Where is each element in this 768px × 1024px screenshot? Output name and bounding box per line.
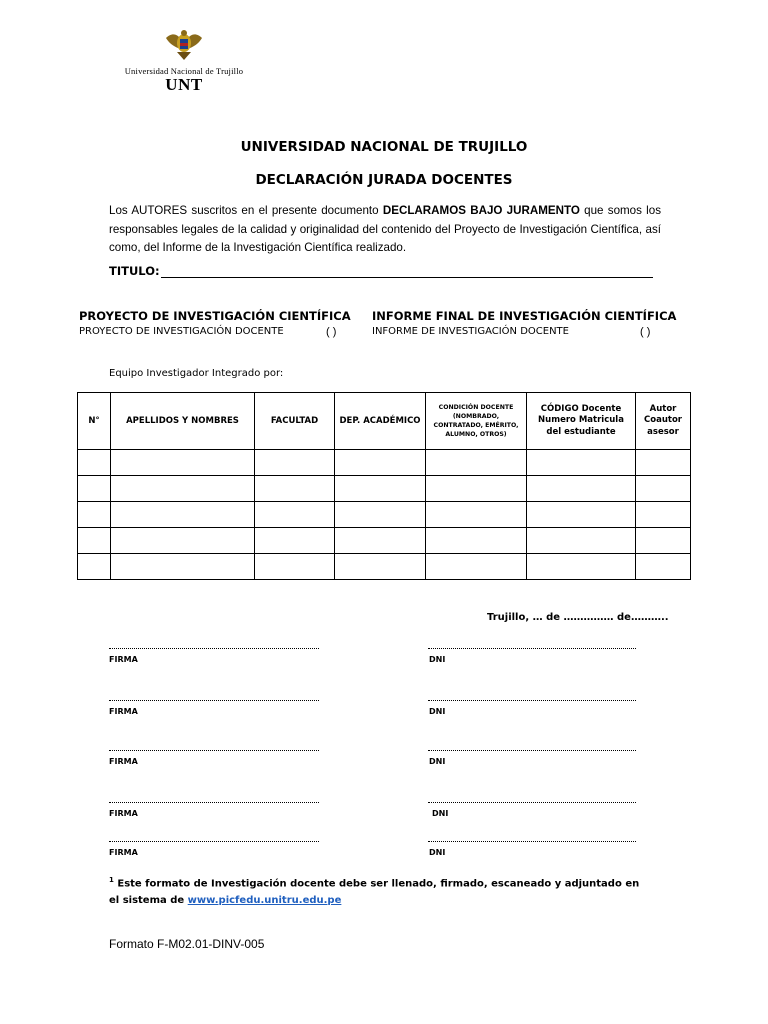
cell-role[interactable] — [636, 554, 691, 580]
cell-name[interactable] — [111, 528, 255, 554]
cell-department[interactable] — [335, 554, 426, 580]
header-faculty: FACULTAD — [255, 393, 335, 450]
cell-code[interactable] — [527, 450, 636, 476]
intro-bold-statement: DECLARAMOS BAJO JURAMENTO — [382, 204, 580, 217]
firma-line-3[interactable] — [109, 750, 319, 751]
table-row — [78, 450, 691, 476]
cell-code[interactable] — [527, 528, 636, 554]
cell-role[interactable] — [636, 450, 691, 476]
header-role-text: Autor Coautor asesor — [644, 403, 682, 437]
proyecto-docente-label: PROYECTO DE INVESTIGACIÓN DOCENTE — [79, 326, 284, 337]
firma-label-3: FIRMA — [109, 757, 138, 766]
footnote-text: Este formato de Investigación docente debe ser llenado, firmado, escaneado y adjuntado en el sistema de — [109, 878, 640, 906]
firma-label-1: FIRMA — [109, 655, 138, 664]
cell-condition[interactable] — [426, 554, 527, 580]
document-title: UNIVERSIDAD NACIONAL DE TRUJILLO — [240, 139, 528, 155]
header-condition-text: CONDICIÓN DOCENTE (NOMBRADO, CONTRATADO, EMÉRITO, ALUMNO, OTROS) — [433, 404, 519, 438]
proyecto-heading: PROYECTO DE INVESTIGACIÓN CIENTÍFICA — [79, 309, 351, 323]
cell-department[interactable] — [335, 502, 426, 528]
proyecto-checkbox[interactable]: ( ) — [326, 326, 337, 338]
dni-label-2: DNI — [429, 707, 446, 716]
header-name: APELLIDOS Y NOMBRES — [111, 393, 255, 450]
team-table — [77, 392, 691, 580]
informe-checkbox[interactable]: ( ) — [640, 326, 651, 338]
university-logo — [108, 28, 260, 94]
header-condition — [426, 393, 527, 450]
firma-label-4: FIRMA — [109, 809, 138, 818]
cell-name[interactable] — [111, 554, 255, 580]
informe-heading: INFORME FINAL DE INVESTIGACIÓN CIENTÍFICA — [372, 309, 677, 323]
dni-line-1[interactable] — [428, 648, 636, 649]
cell-role[interactable] — [636, 502, 691, 528]
cell-name[interactable] — [111, 450, 255, 476]
format-code: Formato F-M02.01-DINV-005 — [109, 937, 265, 951]
header-code — [527, 393, 636, 450]
dni-line-5[interactable] — [428, 841, 636, 842]
cell-role[interactable] — [636, 476, 691, 502]
dni-label-4: DNI — [432, 809, 449, 818]
firma-label-2: FIRMA — [109, 707, 138, 716]
cell-name[interactable] — [111, 476, 255, 502]
header-code-text: CÓDIGO Docente Numero Matricula del estudiante — [538, 403, 624, 437]
cell-faculty[interactable] — [255, 502, 335, 528]
date-line: Trujillo, … de …………… de……….. — [487, 612, 669, 623]
footnote-marker: 1 — [109, 876, 114, 884]
table-row — [78, 476, 691, 502]
cell-num[interactable] — [78, 502, 111, 528]
cell-faculty[interactable] — [255, 476, 335, 502]
cell-code[interactable] — [527, 554, 636, 580]
firma-line-4[interactable] — [109, 802, 319, 803]
cell-department[interactable] — [335, 528, 426, 554]
cell-num[interactable] — [78, 528, 111, 554]
team-label: Equipo Investigador Integrado por: — [109, 368, 284, 379]
document-subtitle: DECLARACIÓN JURADA DOCENTES — [255, 172, 513, 188]
cell-code[interactable] — [527, 476, 636, 502]
titulo-field[interactable] — [109, 264, 669, 282]
dni-label-3: DNI — [429, 757, 446, 766]
dni-line-2[interactable] — [428, 700, 636, 701]
logo-university-name: Universidad Nacional de Trujillo — [124, 66, 244, 76]
dni-label-5: DNI — [429, 848, 446, 857]
header-num: N° — [78, 393, 111, 450]
cell-num[interactable] — [78, 554, 111, 580]
cell-condition[interactable] — [426, 502, 527, 528]
titulo-blank-line[interactable] — [161, 277, 653, 278]
intro-paragraph — [109, 202, 661, 258]
table-header-row — [78, 393, 691, 450]
table-row — [78, 502, 691, 528]
logo-abbreviation: UNT — [165, 75, 203, 94]
cell-num[interactable] — [78, 476, 111, 502]
footnote — [109, 872, 649, 909]
cell-condition[interactable] — [426, 528, 527, 554]
cell-faculty[interactable] — [255, 528, 335, 554]
intro-text-end: que somos los responsables legales de la calidad y originalidad del contenido del Proyecto de Investigación Científica, así como, del Informe de la Investigación Científica realizado. — [109, 204, 661, 254]
footnote-link[interactable]: www.picfedu.unitru.edu.pe — [187, 894, 342, 906]
cell-num[interactable] — [78, 450, 111, 476]
cell-condition[interactable] — [426, 450, 527, 476]
informe-docente-label: INFORME DE INVESTIGACIÓN DOCENTE — [372, 326, 569, 337]
intro-text-start: Los AUTORES suscritos en el presente documento — [109, 204, 383, 217]
cell-code[interactable] — [527, 502, 636, 528]
cell-role[interactable] — [636, 528, 691, 554]
header-role — [636, 393, 691, 450]
cell-condition[interactable] — [426, 476, 527, 502]
cell-department[interactable] — [335, 476, 426, 502]
firma-label-5: FIRMA — [109, 848, 138, 857]
firma-line-5[interactable] — [109, 841, 319, 842]
cell-faculty[interactable] — [255, 450, 335, 476]
dni-label-1: DNI — [429, 655, 446, 664]
firma-line-1[interactable] — [109, 648, 319, 649]
table-row — [78, 528, 691, 554]
dni-line-4[interactable] — [428, 802, 636, 803]
eagle-emblem-icon — [164, 28, 204, 62]
cell-name[interactable] — [111, 502, 255, 528]
cell-faculty[interactable] — [255, 554, 335, 580]
dni-line-3[interactable] — [428, 750, 636, 751]
titulo-label: TITULO: — [109, 264, 160, 278]
table-row — [78, 554, 691, 580]
cell-department[interactable] — [335, 450, 426, 476]
header-department: DEP. ACADÉMICO — [335, 393, 426, 450]
firma-line-2[interactable] — [109, 700, 319, 701]
